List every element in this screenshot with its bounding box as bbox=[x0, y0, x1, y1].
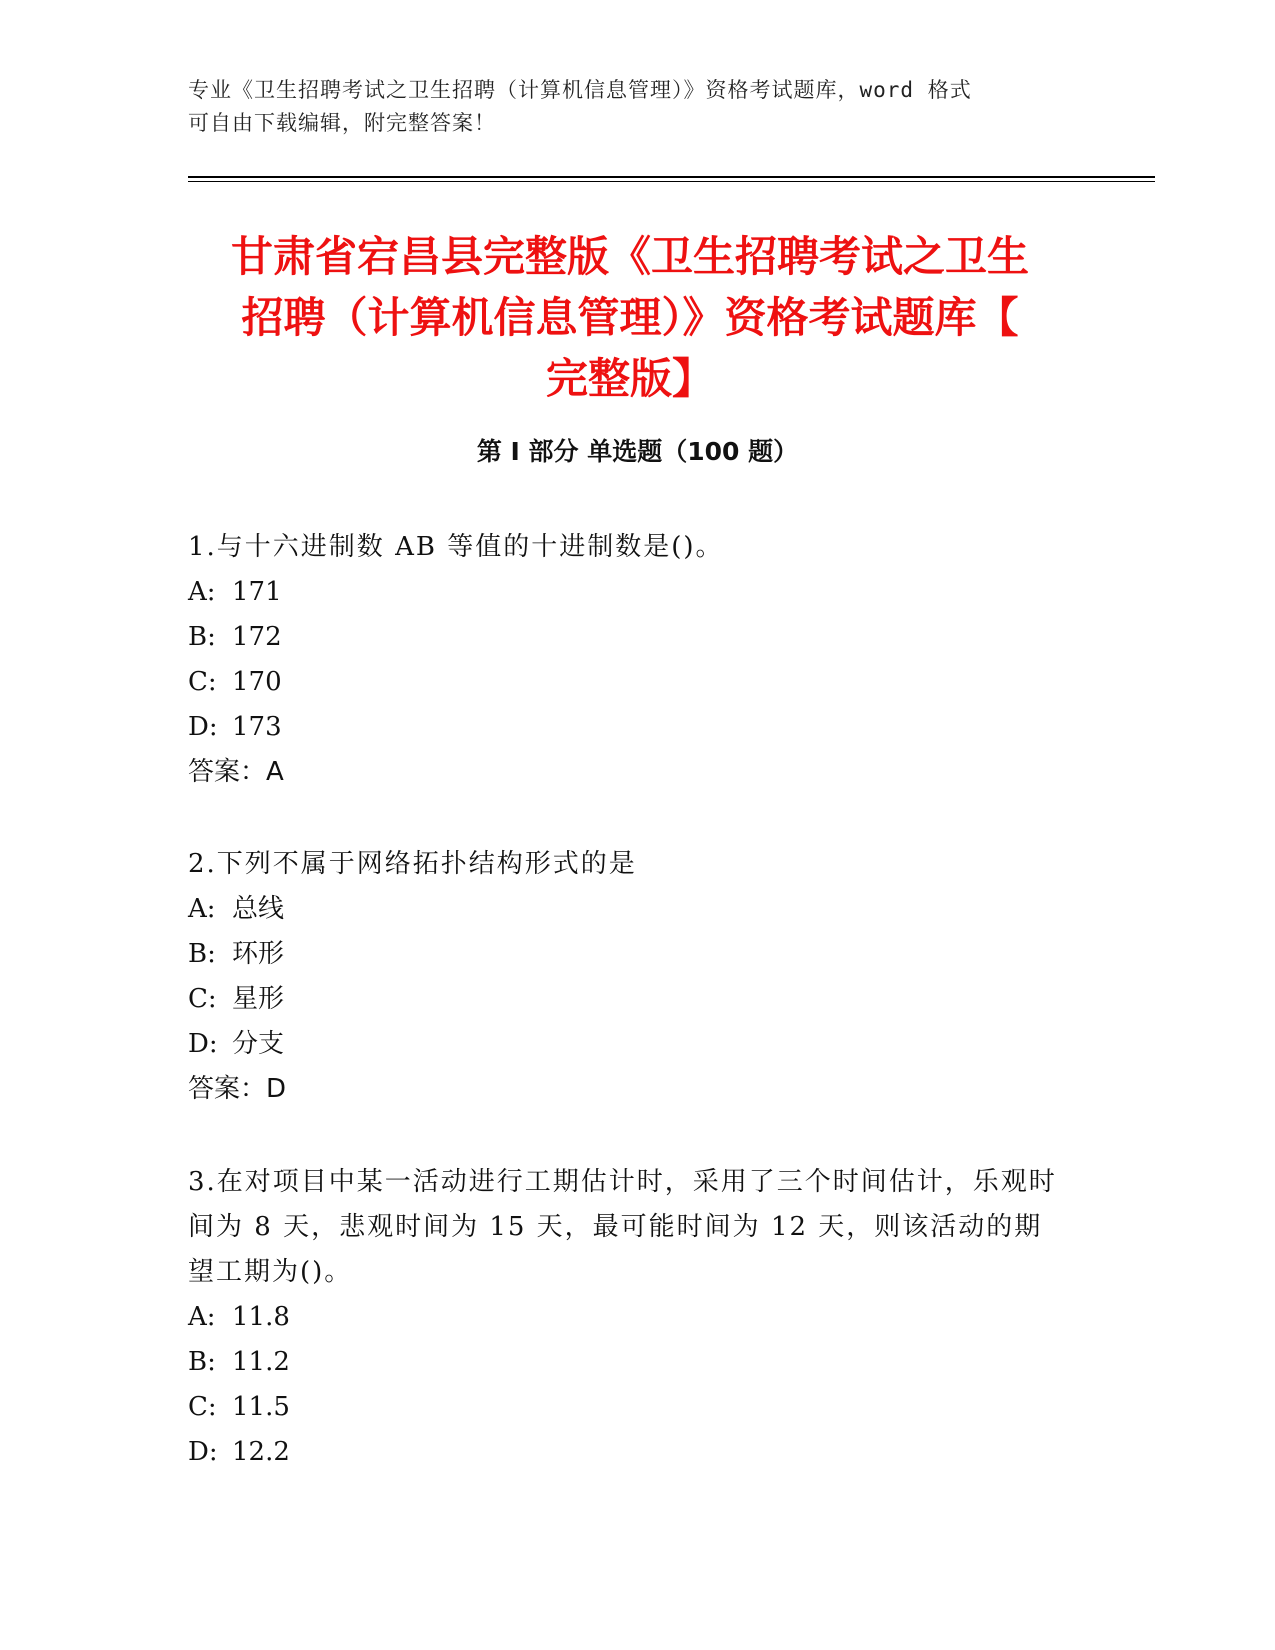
option-text: 173 bbox=[232, 712, 282, 742]
option-label: D: bbox=[188, 712, 218, 742]
option-text: 12.2 bbox=[232, 1437, 290, 1467]
option-c bbox=[188, 660, 1068, 705]
option-b bbox=[188, 932, 1068, 977]
option-text: 总线 bbox=[232, 894, 285, 924]
option-b bbox=[188, 615, 1068, 660]
question-2 bbox=[188, 842, 1068, 1112]
header-divider-thin bbox=[188, 181, 1155, 182]
header-divider-thick bbox=[188, 176, 1155, 178]
option-label: B: bbox=[188, 939, 216, 969]
option-text: 环形 bbox=[232, 939, 285, 969]
option-label: C: bbox=[188, 1392, 217, 1422]
option-b bbox=[188, 1340, 1068, 1385]
option-text: 172 bbox=[232, 622, 282, 652]
option-label: C: bbox=[188, 984, 217, 1014]
option-text: 11.2 bbox=[232, 1347, 290, 1377]
document-title bbox=[170, 226, 1090, 409]
header-line-2: 可自由下载编辑，附完整答案！ bbox=[188, 111, 496, 135]
option-label: B: bbox=[188, 1347, 216, 1377]
title-line-3: 完整版】 bbox=[545, 354, 714, 403]
answer-line bbox=[188, 1067, 1068, 1112]
option-label: A: bbox=[188, 577, 216, 607]
answer-prefix: 答案： bbox=[188, 1074, 267, 1104]
option-label: D: bbox=[188, 1437, 218, 1467]
option-label: A: bbox=[188, 894, 216, 924]
answer-line bbox=[188, 750, 1068, 795]
option-c bbox=[188, 1385, 1068, 1430]
question-text: 1.与十六进制数 AB 等值的十进制数是()。 bbox=[188, 532, 724, 562]
option-c bbox=[188, 977, 1068, 1022]
option-label: B: bbox=[188, 622, 216, 652]
option-text: 170 bbox=[232, 667, 282, 697]
answer-prefix: 答案： bbox=[188, 757, 267, 787]
answer-value: D bbox=[266, 1074, 287, 1104]
option-text: 星形 bbox=[232, 984, 285, 1014]
question-text: 3.在对项目中某一活动进行工期估计时，采用了三个时间估计，乐观时间为 8 天，悲观时间为 15 天，最可能时间为 12 天，则该活动的期望工期为()。 bbox=[188, 1167, 1057, 1287]
option-a bbox=[188, 887, 1068, 932]
option-label: C: bbox=[188, 667, 217, 697]
document-header-note bbox=[188, 74, 1068, 140]
option-text: 171 bbox=[232, 577, 282, 607]
option-d bbox=[188, 705, 1068, 750]
option-label: A: bbox=[188, 1302, 216, 1332]
option-text: 11.8 bbox=[232, 1302, 290, 1332]
section-title: 第 I 部分 单选题（100 题） bbox=[476, 437, 799, 466]
answer-value: A bbox=[266, 757, 284, 787]
question-1 bbox=[188, 525, 1068, 795]
option-text: 分支 bbox=[232, 1029, 285, 1059]
option-text: 11.5 bbox=[232, 1392, 290, 1422]
option-d bbox=[188, 1022, 1068, 1067]
header-line-1: 专业《卫生招聘考试之卫生招聘（计算机信息管理）》资格考试题库，word 格式 bbox=[188, 78, 972, 102]
question-text: 2.下列不属于网络拓扑结构形式的是 bbox=[188, 849, 637, 879]
option-label: D: bbox=[188, 1029, 218, 1059]
option-a bbox=[188, 1295, 1068, 1340]
option-d bbox=[188, 1430, 1068, 1475]
title-line-1: 甘肃省宕昌县完整版《卫生招聘考试之卫生 bbox=[230, 232, 1029, 281]
title-line-2: 招聘（计算机信息管理）》资格考试题库【 bbox=[241, 293, 1019, 342]
question-3 bbox=[188, 1160, 1068, 1475]
option-a bbox=[188, 570, 1068, 615]
